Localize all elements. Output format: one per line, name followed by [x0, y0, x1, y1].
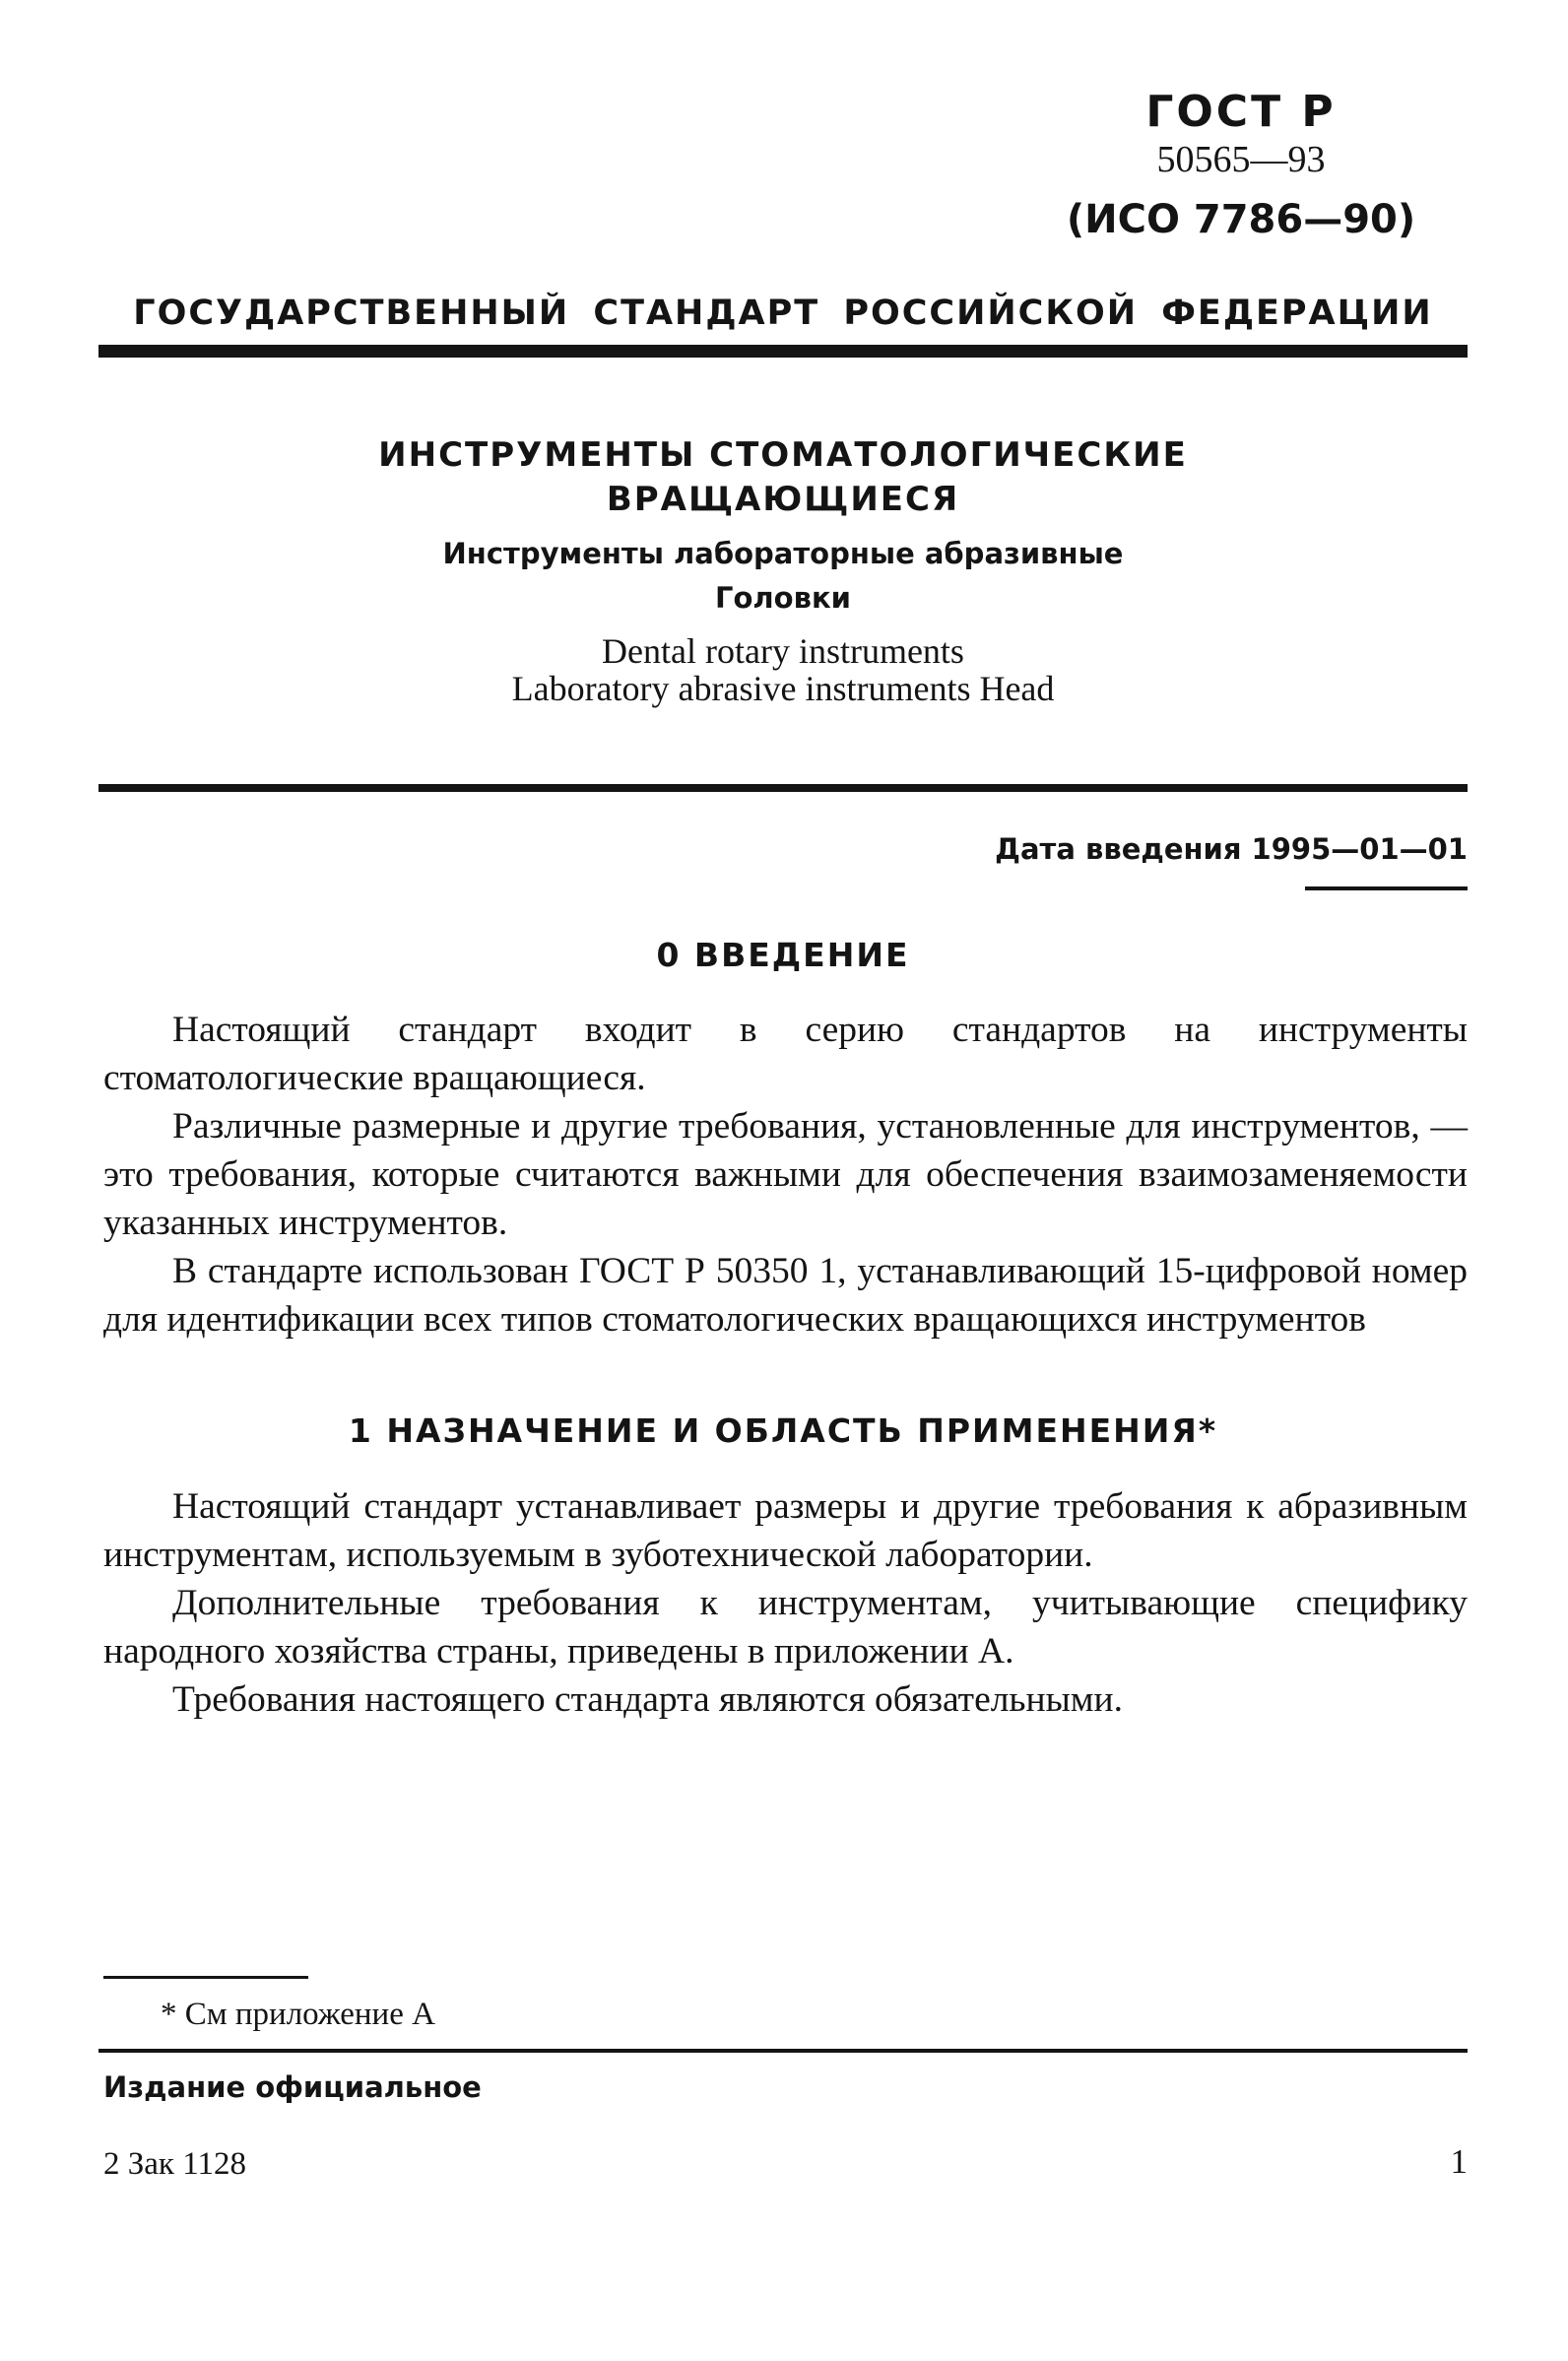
footnote: * См приложение А — [161, 1997, 435, 2032]
section-heading-introduction: 0 ВВЕДЕНИЕ — [656, 936, 910, 974]
paragraph: Настоящий стандарт устанавливает размеры и другие требования к абразивным инструментам, используемым в зуботехнической лаборатории. — [103, 1486, 1468, 1575]
paragraph: Различные размерные и другие требования, установленные для инструментов, — это требования, которые считаются важными для обеспечения взаимозаменяемости указанных инструментов. — [103, 1106, 1468, 1243]
document-title-line2: ВРАЩАЮЩИЕСЯ — [606, 480, 960, 519]
iso-reference: (ИСО 7786—90) — [1066, 197, 1416, 242]
date-underline — [1305, 886, 1468, 890]
paragraph: В стандарте использован ГОСТ Р 50350 1, устанавливающий 15-цифровой номер для идентификации всех типов стоматологических вращающихся инструментов — [103, 1251, 1468, 1340]
footer-divider — [98, 2049, 1468, 2053]
document-title-line1: ИНСТРУМЕНТЫ СТОМАТОЛОГИЧЕСКИЕ — [378, 435, 1188, 475]
page-number: 1 — [1450, 2142, 1468, 2181]
footnote-divider — [103, 1976, 308, 1979]
document-subtitle-line2: Головки — [715, 581, 851, 615]
gost-code: ГОСТ Р — [1145, 87, 1337, 137]
state-standard-heading: ГОСУДАРСТВЕННЫЙ СТАНДАРТ РОССИЙСКОЙ ФЕДЕРАЦИИ — [133, 294, 1433, 333]
paragraph: Настоящий стандарт входит в серию стандартов на инструменты стоматологические вращающиеся. — [103, 1010, 1468, 1098]
title-divider — [98, 784, 1468, 792]
paragraph: Дополнительные требования к инструментам, учитывающие специфику народного хозяйства страны, приведены в приложении А. — [103, 1583, 1468, 1672]
section-body-introduction — [103, 1006, 1468, 1344]
english-title-line1: Dental rotary instruments — [602, 631, 964, 671]
official-edition-label: Издание официальное — [103, 2070, 482, 2104]
paragraph: Требования настоящего стандарта являются обязательными. — [172, 1679, 1123, 1720]
order-number: 2 Зак 1128 — [103, 2146, 246, 2182]
document-subtitle-line1: Инструменты лабораторные абразивные — [442, 537, 1124, 570]
gost-number: 50565—93 — [1156, 139, 1326, 180]
introduction-date: Дата введения 1995—01—01 — [995, 832, 1468, 866]
header-divider — [98, 345, 1468, 358]
section-heading-scope: 1 НАЗНАЧЕНИЕ И ОБЛАСТЬ ПРИМЕНЕНИЯ* — [348, 1411, 1218, 1450]
english-title-line2: Laboratory abrasive instruments Head — [511, 669, 1055, 708]
section-body-scope — [103, 1482, 1468, 1724]
